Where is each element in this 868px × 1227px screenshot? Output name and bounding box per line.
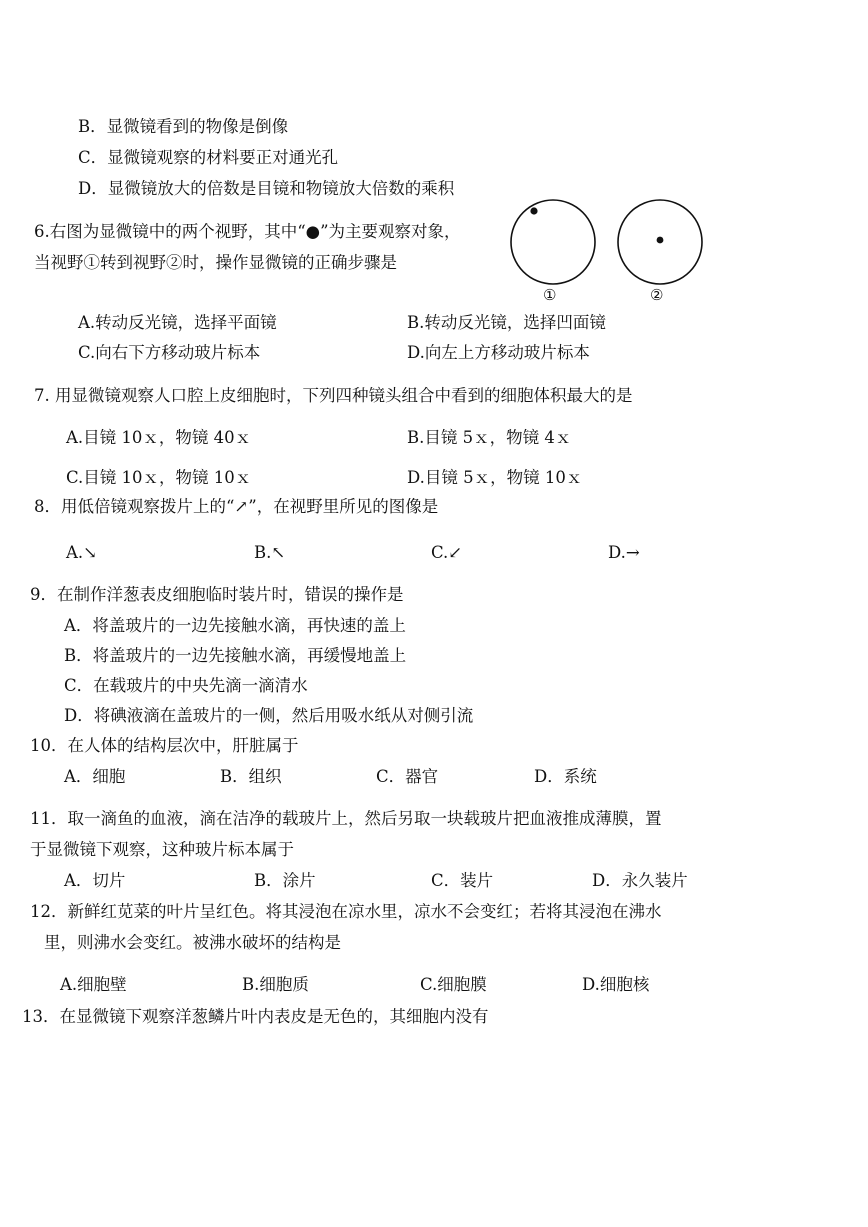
q12-stem-line2: 里，则沸水会变红。被沸水破坏的结构是 [44, 933, 341, 952]
q12-option-c: C.细胞膜 [420, 975, 487, 994]
q12-stem-line1: 12．新鲜红苋菜的叶片呈红色。将其浸泡在凉水里，凉水不会变红；若将其浸泡在沸水 [30, 902, 662, 921]
field-2-label: ② [650, 286, 664, 304]
q8-option-c: C.↙ [431, 543, 463, 562]
q11-option-c: C．装片 [431, 871, 494, 890]
q10-option-d: D．系统 [534, 767, 597, 786]
q11-stem-line2: 于显微镜下观察，这种玻片标本属于 [30, 840, 294, 859]
q5-option-c: C．显微镜观察的材料要正对通光孔 [78, 148, 339, 167]
q9-option-a: A．将盖玻片的一边先接触水滴，再快速的盖上 [64, 616, 406, 635]
q9-option-d: D．将碘液滴在盖玻片的一侧，然后用吸水纸从对侧引流 [64, 706, 474, 725]
field-1-object-dot [530, 207, 537, 214]
q12-option-b: B.细胞质 [242, 975, 309, 994]
q7-option-a: A.目镜 10ｘ，物镜 40ｘ [66, 428, 252, 447]
q10-option-c: C．器官 [376, 767, 439, 786]
q6-stem-line2: 当视野①转到视野②时，操作显微镜的正确步骤是 [34, 253, 397, 272]
q13-stem: 13．在显微镜下观察洋葱鳞片叶内表皮是无色的，其细胞内没有 [22, 1007, 489, 1026]
q10-option-a: A．细胞 [64, 767, 126, 786]
field-1-circle [511, 200, 595, 284]
q12-option-d: D.细胞核 [582, 975, 650, 994]
q7-option-b: B.目镜 5ｘ，物镜 4ｘ [407, 428, 572, 447]
q8-option-d: D.→ [608, 543, 640, 562]
q7-stem: 7. 用显微镜观察人口腔上皮细胞时，下列四种镜头组合中看到的细胞体积最大的是 [34, 386, 633, 405]
q11-stem-line1: 11．取一滴鱼的血液，滴在洁净的载玻片上，然后另取一块载玻片把血液推成薄膜，置 [30, 809, 662, 828]
q9-option-c: C．在载玻片的中央先滴一滴清水 [64, 676, 308, 695]
q7-option-c: C.目镜 10ｘ，物镜 10ｘ [66, 468, 252, 487]
q7-option-d: D.目镜 5ｘ，物镜 10ｘ [407, 468, 583, 487]
q11-option-a: A．切片 [64, 871, 126, 890]
q10-option-b: B．组织 [220, 767, 282, 786]
q11-option-b: B．涂片 [254, 871, 316, 890]
q6-option-a: A.转动反光镜，选择平面镜 [78, 313, 277, 332]
q5-option-d: D．显微镜放大的倍数是目镜和物镜放大倍数的乘积 [78, 179, 455, 198]
q10-stem: 10．在人体的结构层次中，肝脏属于 [30, 736, 299, 755]
q8-option-b: B.↖ [254, 543, 286, 562]
q9-option-b: B．将盖玻片的一边先接触水滴，再缓慢地盖上 [64, 646, 407, 665]
q6-option-b: B.转动反光镜，选择凹面镜 [407, 313, 606, 332]
q6-option-c: C.向右下方移动玻片标本 [78, 343, 261, 362]
q9-stem: 9．在制作洋葱表皮细胞临时装片时，错误的操作是 [30, 585, 404, 604]
q5-option-b: B．显微镜看到的物像是倒像 [78, 117, 289, 136]
q11-option-d: D．永久装片 [592, 871, 688, 890]
q8-option-a: A.↘ [66, 543, 97, 562]
microscope-field-figure [505, 190, 720, 308]
q6-option-d: D.向左上方移动玻片标本 [407, 343, 590, 362]
field-2-object-dot [657, 237, 664, 244]
q12-option-a: A.细胞壁 [60, 975, 127, 994]
q6-stem-line1: 6.右图为显微镜中的两个视野，其中“●”为主要观察对象， [34, 222, 461, 241]
q8-stem: 8．用低倍镜观察拨片上的“↗”，在视野里所见的图像是 [34, 497, 439, 516]
field-1-label: ① [543, 286, 557, 304]
